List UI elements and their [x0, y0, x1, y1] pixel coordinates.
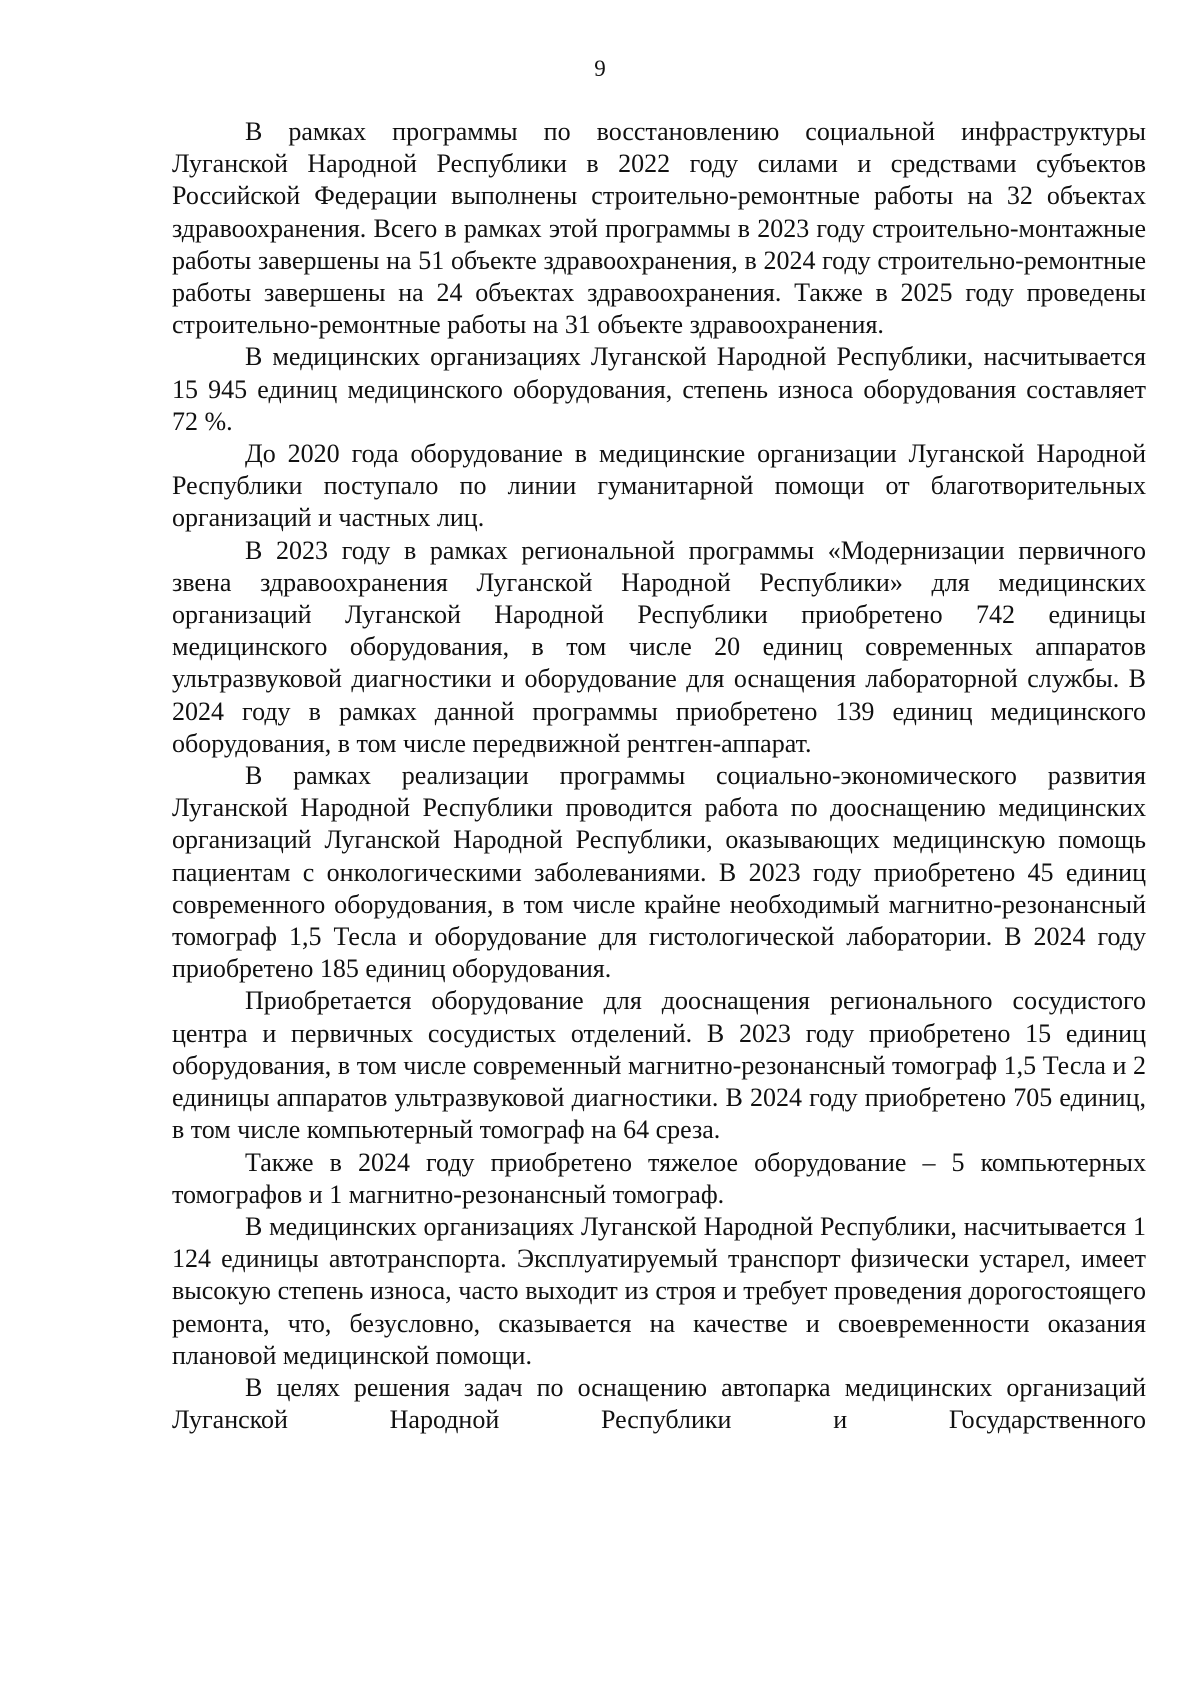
paragraph-humanitarian-aid: До 2020 года оборудование в медицинские организации Луганской Народной Республики поступало по линии гуманитарной помощи от благотворительных организаций и частных лиц.: [172, 439, 1146, 533]
paragraph-heavy-equipment: Также в 2024 году приобретено тяжелое оборудование – 5 компьютерных томографов и 1 магнитно-резонансный томограф.: [172, 1147, 1146, 1209]
paragraph-oncology-equipment: В рамках реализации программы социально-экономического развития Луганской Народной Республики проводится работа по дооснащению медицинских организаций Луганской Народной Республики, оказывающих медицинскую помощь пациентам с онкологическими заболеваниями. В 2023 году приобретено 45 единиц современного оборудования, в том числе крайне необходимый магнитно-резонансный томограф 1,5 Тесла и оборудование для гистологической лаборатории. В 2024 году приобретено 185 единиц оборудования.: [172, 761, 1146, 984]
document-body: [172, 116, 1146, 1436]
paragraph-vehicle-fleet: В медицинских организациях Луганской Народной Республики, насчитывается 1 124 единицы автотранспорта. Эксплуатируемый транспорт физически устарел, имеет высокую степень износа, часто выходит из строя и требует проведения дорогостоящего ремонта, что, безусловно, сказывается на качестве и своевременности оказания плановой медицинской помощи.: [172, 1211, 1146, 1370]
paragraph-modernization-program: В 2023 году в рамках региональной программы «Модернизации первичного звена здравоохранения Луганской Народной Республики» для медицинских организаций Луганской Народной Республики приобретено 742 единицы медицинского оборудования, в том числе 20 единиц современных аппаратов ультразвуковой диагностики и оборудование для оснащения лабораторной службы. В 2024 году в рамках данной программы приобретено 139 единиц медицинского оборудования, в том числе передвижной рентген-аппарат.: [172, 535, 1146, 758]
paragraph-restoration-program: В рамках программы по восстановлению социальной инфраструктуры Луганской Народной Республики в 2022 году силами и средствами субъектов Российской Федерации выполнены строительно-ремонтные работы на 32 объектах здравоохранения. Всего в рамках этой программы в 2023 году строительно-монтажные работы завершены на 51 объекте здравоохранения, в 2024 году строительно-ремонтные работы завершены на 24 объектах здравоохранения. Также в 2025 году проведены строительно-ремонтные работы на 31 объекте здравоохранения.: [172, 117, 1146, 340]
page-number: 9: [594, 56, 606, 81]
paragraph-equipment-count: В медицинских организациях Луганской Народной Республики, насчитывается 15 945 единиц медицинского оборудования, степень износа оборудования составляет 72 %.: [172, 342, 1146, 436]
paragraph-vascular-center: Приобретается оборудование для дооснащения регионального сосудистого центра и первичных сосудистых отделений. В 2023 году приобретено 15 единиц оборудования, в том числе современный магнитно-резонансный томограф 1,5 Тесла и 2 единицы аппаратов ультразвуковой диагностики. В 2024 году приобретено 705 единиц, в том числе компьютерный томограф на 64 среза.: [172, 986, 1146, 1145]
paragraph-fleet-tasks: В целях решения задач по оснащению автопарка медицинских организаций Луганской Народной Республики и Государственного: [172, 1372, 1146, 1435]
